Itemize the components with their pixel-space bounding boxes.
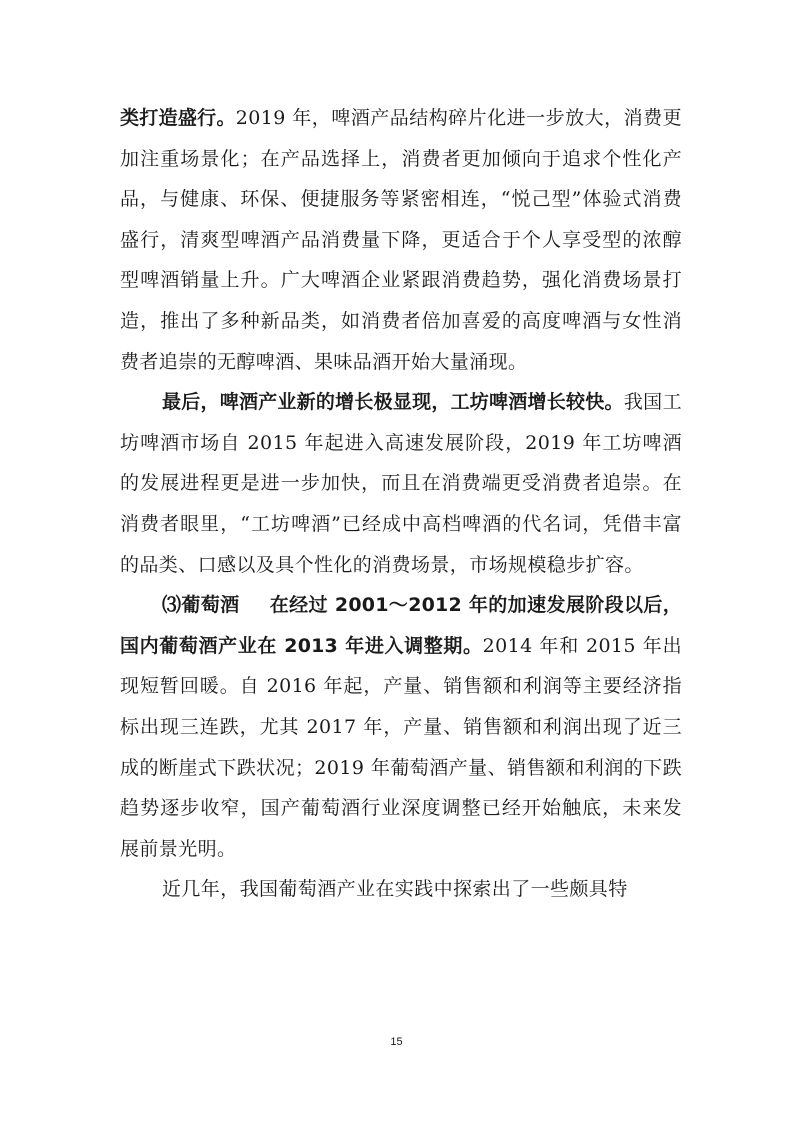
paragraph-body: 我国工坊啤酒市场自 2015 年起进入高速发展阶段，2019 年工坊啤酒的发展进程更是进一步加快，而且在消费端更受消费者追崇。在消费者眼里，“工坊啤酒”已经成中高档啤酒的代名词，凭借丰富的品类、口感以及具个性化的消费场景，市场规模稳步扩容。 <box>120 391 682 576</box>
paragraph-heading: 类打造盛行。 <box>120 107 236 129</box>
paragraph-heading: 在经过 2001～2012 年的加速发展阶段以后，国内葡萄酒产业在 2013 年进入调整期。 <box>120 594 682 657</box>
paragraph-body: 近几年，我国葡萄酒产业在实践中探索出了一些颇具特 <box>162 878 628 901</box>
page-number: 15 <box>390 1036 403 1048</box>
paragraph-craft-beer <box>120 382 682 585</box>
section-label-wine: ⑶葡萄酒 <box>162 594 240 617</box>
paragraph-heading: 最后，啤酒产业新的增长极显现，工坊啤酒增长较快。 <box>162 391 624 414</box>
paragraph-wine-practice <box>120 869 682 910</box>
paragraph-beer-structure <box>120 98 682 382</box>
paragraph-wine <box>120 585 682 869</box>
body-text <box>120 98 682 910</box>
paragraph-body: 2019 年，啤酒产品结构碎片化进一步放大，消费更加注重场景化；在产品选择上，消费者更加倾向于追求个性化产品，与健康、环保、便捷服务等紧密相连，“悦己型”体验式消费盛行，清爽型啤酒产品消费量下降，更适合于个人享受型的浓醇型啤酒销量上升。广大啤酒企业紧跟消费趋势，强化消费场景打造，推出了多种新品类，如消费者倍加喜爱的高度啤酒与女性消费者追崇的无醇啤酒、果味品酒开始大量涌现。 <box>120 107 682 373</box>
paragraph-body: 2014 年和 2015 年出现短暂回暖。自 2016 年起，产量、销售额和利润等主要经济指标出现三连跌，尤其 2017 年，产量、销售额和利润出现了近三成的断崖式下跌状况；2019 年葡萄酒产量、销售额和利润的下跌趋势逐步收窄，国产葡萄酒行业深度调整已经开始触底，未来发展前景光明。 <box>120 634 683 860</box>
